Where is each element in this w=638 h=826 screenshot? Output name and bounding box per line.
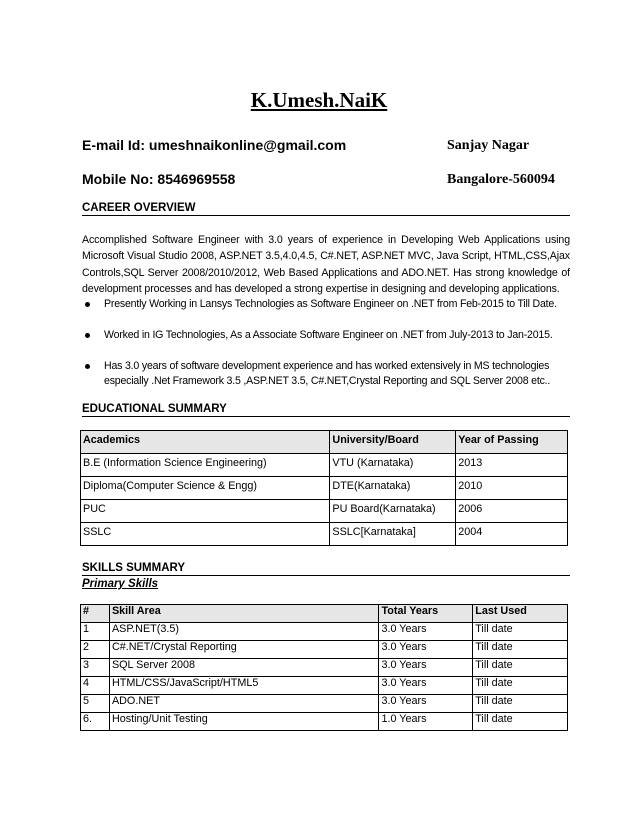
table-cell: SQL Server 2008 (109, 659, 379, 677)
column-header: Total Years (379, 605, 473, 623)
column-header: Year of Passing (456, 431, 568, 454)
table-cell: 6. (81, 713, 110, 731)
table-cell: Till date (473, 713, 568, 731)
table-cell: 3.0 Years (379, 641, 473, 659)
bullet-icon (85, 364, 90, 369)
table-row (81, 695, 568, 713)
table-cell: 2006 (456, 500, 568, 523)
table-cell: Till date (473, 695, 568, 713)
education-table (80, 430, 568, 546)
table-cell: 1.0 Years (379, 713, 473, 731)
table-cell: HTML/CSS/JavaScript/HTML5 (109, 677, 379, 695)
candidate-name: K.Umesh.NaiK (250, 88, 388, 112)
career-overview-heading: CAREER OVERVIEW (82, 202, 570, 216)
table-cell: 4 (81, 677, 110, 695)
table-row (81, 659, 568, 677)
educational-summary-heading: EDUCATIONAL SUMMARY (82, 403, 570, 417)
table-row (81, 523, 568, 546)
column-header: # (81, 605, 110, 623)
address-line-1: Sanjay Nagar (447, 138, 530, 153)
table-cell: 2004 (456, 523, 568, 546)
table-cell: PUC (81, 500, 330, 523)
table-cell: 2013 (456, 454, 568, 477)
bullet-icon (85, 302, 90, 307)
mobile-line: Mobile No: 8546969558 (82, 171, 236, 187)
table-cell: 3 (81, 659, 110, 677)
column-header: Academics (81, 431, 330, 454)
table-row (81, 623, 568, 641)
bullet-icon (85, 333, 90, 338)
table-cell: Till date (473, 659, 568, 677)
table-cell: B.E (Information Science Engineering) (81, 454, 330, 477)
table-row (81, 454, 568, 477)
table-cell: ADO.NET (109, 695, 379, 713)
table-header-row (81, 605, 568, 623)
career-bullet: Has 3.0 years of software development experience and has worked extensively in MS technologies especially .Net Framework 3.5 ,ASP.NET 3.5, C#.NET,Crystal Reporting and SQL Server 2008 etc.. (82, 359, 572, 389)
table-cell: SSLC[Karnataka] (330, 523, 456, 546)
table-cell: 2010 (456, 477, 568, 500)
table-cell: 5 (81, 695, 110, 713)
table-cell: Till date (473, 677, 568, 695)
skills-table (80, 604, 568, 731)
table-cell: 2 (81, 641, 110, 659)
email-line: E-mail Id: umeshnaikonline@gmail.com (82, 137, 347, 153)
table-row (81, 641, 568, 659)
table-row (81, 713, 568, 731)
table-cell: ASP.NET(3.5) (109, 623, 379, 641)
table-cell: 3.0 Years (379, 659, 473, 677)
column-header: University/Board (330, 431, 456, 454)
table-cell: Hosting/Unit Testing (109, 713, 379, 731)
table-cell: 3.0 Years (379, 677, 473, 695)
career-summary: Accomplished Software Engineer with 3.0 years of experience in Developing Web Applications using Microsoft Visual Studio 2008, ASP.NET 3.5,4.0,4.5, C#.NET, ASP.NET MVC, Java Script, HTML,CSS,Ajax Controls,SQL Server 2008/2010/2012, Web Based Applications and ADO.NET. Has strong knowledge of development processes and has developed a strong expertise in designing and developing applications. (82, 234, 570, 295)
table-cell: DTE(Karnataka) (330, 477, 456, 500)
table-header-row (81, 431, 568, 454)
primary-skills-subheading: Primary Skills (82, 578, 159, 590)
table-row (81, 500, 568, 523)
skills-summary-heading: SKILLS SUMMARY (82, 562, 570, 576)
career-bullet: Presently Working in Lansys Technologies as Software Engineer on .NET from Feb-2015 to Till Date. (82, 297, 572, 312)
address-line-2: Bangalore-560094 (447, 172, 555, 187)
table-row (81, 677, 568, 695)
column-header: Skill Area (109, 605, 379, 623)
table-cell: VTU (Karnataka) (330, 454, 456, 477)
table-cell: 3.0 Years (379, 695, 473, 713)
table-cell: PU Board(Karnataka) (330, 500, 456, 523)
table-cell: 3.0 Years (379, 623, 473, 641)
career-bullet: Worked in IG Technologies, As a Associate Software Engineer on .NET from July-2013 to Jan-2015. (82, 328, 572, 343)
table-row (81, 477, 568, 500)
table-cell: 1 (81, 623, 110, 641)
table-cell: Till date (473, 641, 568, 659)
table-cell: Diploma(Computer Science & Engg) (81, 477, 330, 500)
table-cell: C#.NET/Crystal Reporting (109, 641, 379, 659)
table-cell: Till date (473, 623, 568, 641)
column-header: Last Used (473, 605, 568, 623)
career-bullet-list (82, 297, 572, 405)
table-cell: SSLC (81, 523, 330, 546)
